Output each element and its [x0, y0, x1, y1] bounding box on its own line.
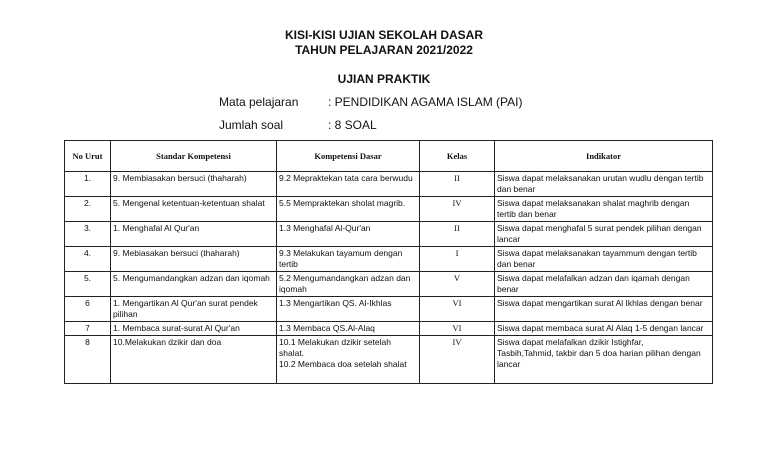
cell-sk: 1. Membaca surat-surat Al Qur'an: [111, 322, 277, 336]
kisi-kisi-table: [64, 140, 713, 384]
cell-kd: 5.2 Mengumandangkan adzan dan iqomah: [277, 272, 420, 297]
cell-kelas: IV: [420, 336, 495, 384]
cell-kelas: IV: [420, 197, 495, 222]
table-row: [65, 336, 713, 384]
cell-kd: 1.3 Mengartikan QS. Al-Ikhlas: [277, 297, 420, 322]
header-kd: Kompetensi Dasar: [277, 141, 420, 172]
header-no: No Urut: [65, 141, 111, 172]
subject-label: Mata pelajaran: [219, 95, 299, 109]
cell-kelas: VI: [420, 297, 495, 322]
cell-sk: 1. Mengartikan Al Qur'an surat pendek pilihan: [111, 297, 277, 322]
cell-kd: 9.3 Melakukan tayamum dengan tertib: [277, 247, 420, 272]
cell-no: 3.: [65, 222, 111, 247]
cell-sk: 5. Mengumandangkan adzan dan iqomah: [111, 272, 277, 297]
cell-indikator: Siswa dapat melaksanakan tayammum dengan tertib dan benar: [495, 247, 713, 272]
cell-sk: 9. Membiasakan bersuci (thaharah): [111, 172, 277, 197]
cell-kd: 1.3 Membaca QS.Al-Alaq: [277, 322, 420, 336]
count-label: Jumlah soal: [219, 118, 284, 132]
cell-indikator: Siswa dapat mengartikan surat Al Ikhlas dengan benar: [495, 297, 713, 322]
cell-no: 6: [65, 297, 111, 322]
cell-no: 4.: [65, 247, 111, 272]
table-row: [65, 222, 713, 247]
cell-indikator: Siswa dapat melafalkan adzan dan iqamah dengan benar: [495, 272, 713, 297]
cell-no: 7: [65, 322, 111, 336]
cell-indikator: Siswa dapat melaksanakan urutan wudlu dengan tertib dan benar: [495, 172, 713, 197]
cell-kelas: II: [420, 172, 495, 197]
table-row: [65, 172, 713, 197]
cell-kd: 1.3 Menghafal Al-Qur'an: [277, 222, 420, 247]
cell-indikator: Siswa dapat menghafal 5 surat pendek pilihan dengan lancar: [495, 222, 713, 247]
header-kelas: Kelas: [420, 141, 495, 172]
cell-sk: 1. Menghafal Al Qur'an: [111, 222, 277, 247]
cell-sk: 5. Mengenal ketentuan-ketentuan shalat: [111, 197, 277, 222]
table-row: [65, 272, 713, 297]
cell-sk: 10.Melakukan dzikir dan doa: [111, 336, 277, 384]
table-row: [65, 197, 713, 222]
cell-kd-line: 10.1 Melakukan dzikir setelah shalat.: [279, 337, 391, 358]
table-row: [65, 297, 713, 322]
cell-indikator: Siswa dapat membaca surat Al Alaq 1-5 dengan lancar: [495, 322, 713, 336]
cell-no: 8: [65, 336, 111, 384]
header-indikator: Indikator: [495, 141, 713, 172]
cell-indikator: Siswa dapat melaksanakan shalat maghrib dengan tertib dan benar: [495, 197, 713, 222]
cell-sk: 9. Mebiasakan bersuci (thaharah): [111, 247, 277, 272]
count-value: : 8 SOAL: [328, 118, 377, 132]
table-row: [65, 322, 713, 336]
header-sk: Standar Kompetensi: [111, 141, 277, 172]
cell-indikator: [495, 336, 713, 384]
doc-subtitle: UJIAN PRAKTIK: [337, 72, 431, 86]
cell-kd-line: 10.2 Membaca doa setelah shalat: [279, 359, 407, 369]
cell-indikator-line: Tasbih,Tahmid, takbir dan 5 doa harian pilihan dengan lancar: [497, 348, 701, 369]
cell-no: 5.: [65, 272, 111, 297]
table-header-row: [65, 141, 713, 172]
cell-no: 1.: [65, 172, 111, 197]
doc-year: TAHUN PELAJARAN 2021/2022: [295, 43, 473, 57]
cell-kd: [277, 336, 420, 384]
cell-kd: 5.5 Mempraktekan sholat magrib.: [277, 197, 420, 222]
doc-title: KISI-KISI UJIAN SEKOLAH DASAR: [284, 28, 484, 42]
cell-kelas: VI: [420, 322, 495, 336]
subject-value: : PENDIDIKAN AGAMA ISLAM (PAI): [328, 95, 523, 109]
cell-kd: 9.2 Mepraktekan tata cara berwudu: [277, 172, 420, 197]
cell-kelas: I: [420, 247, 495, 272]
cell-no: 2.: [65, 197, 111, 222]
table-row: [65, 247, 713, 272]
cell-kelas: II: [420, 222, 495, 247]
cell-kelas: V: [420, 272, 495, 297]
cell-indikator-line: Siswa dapat melafalkan dzikir Istighfar,: [497, 337, 644, 347]
